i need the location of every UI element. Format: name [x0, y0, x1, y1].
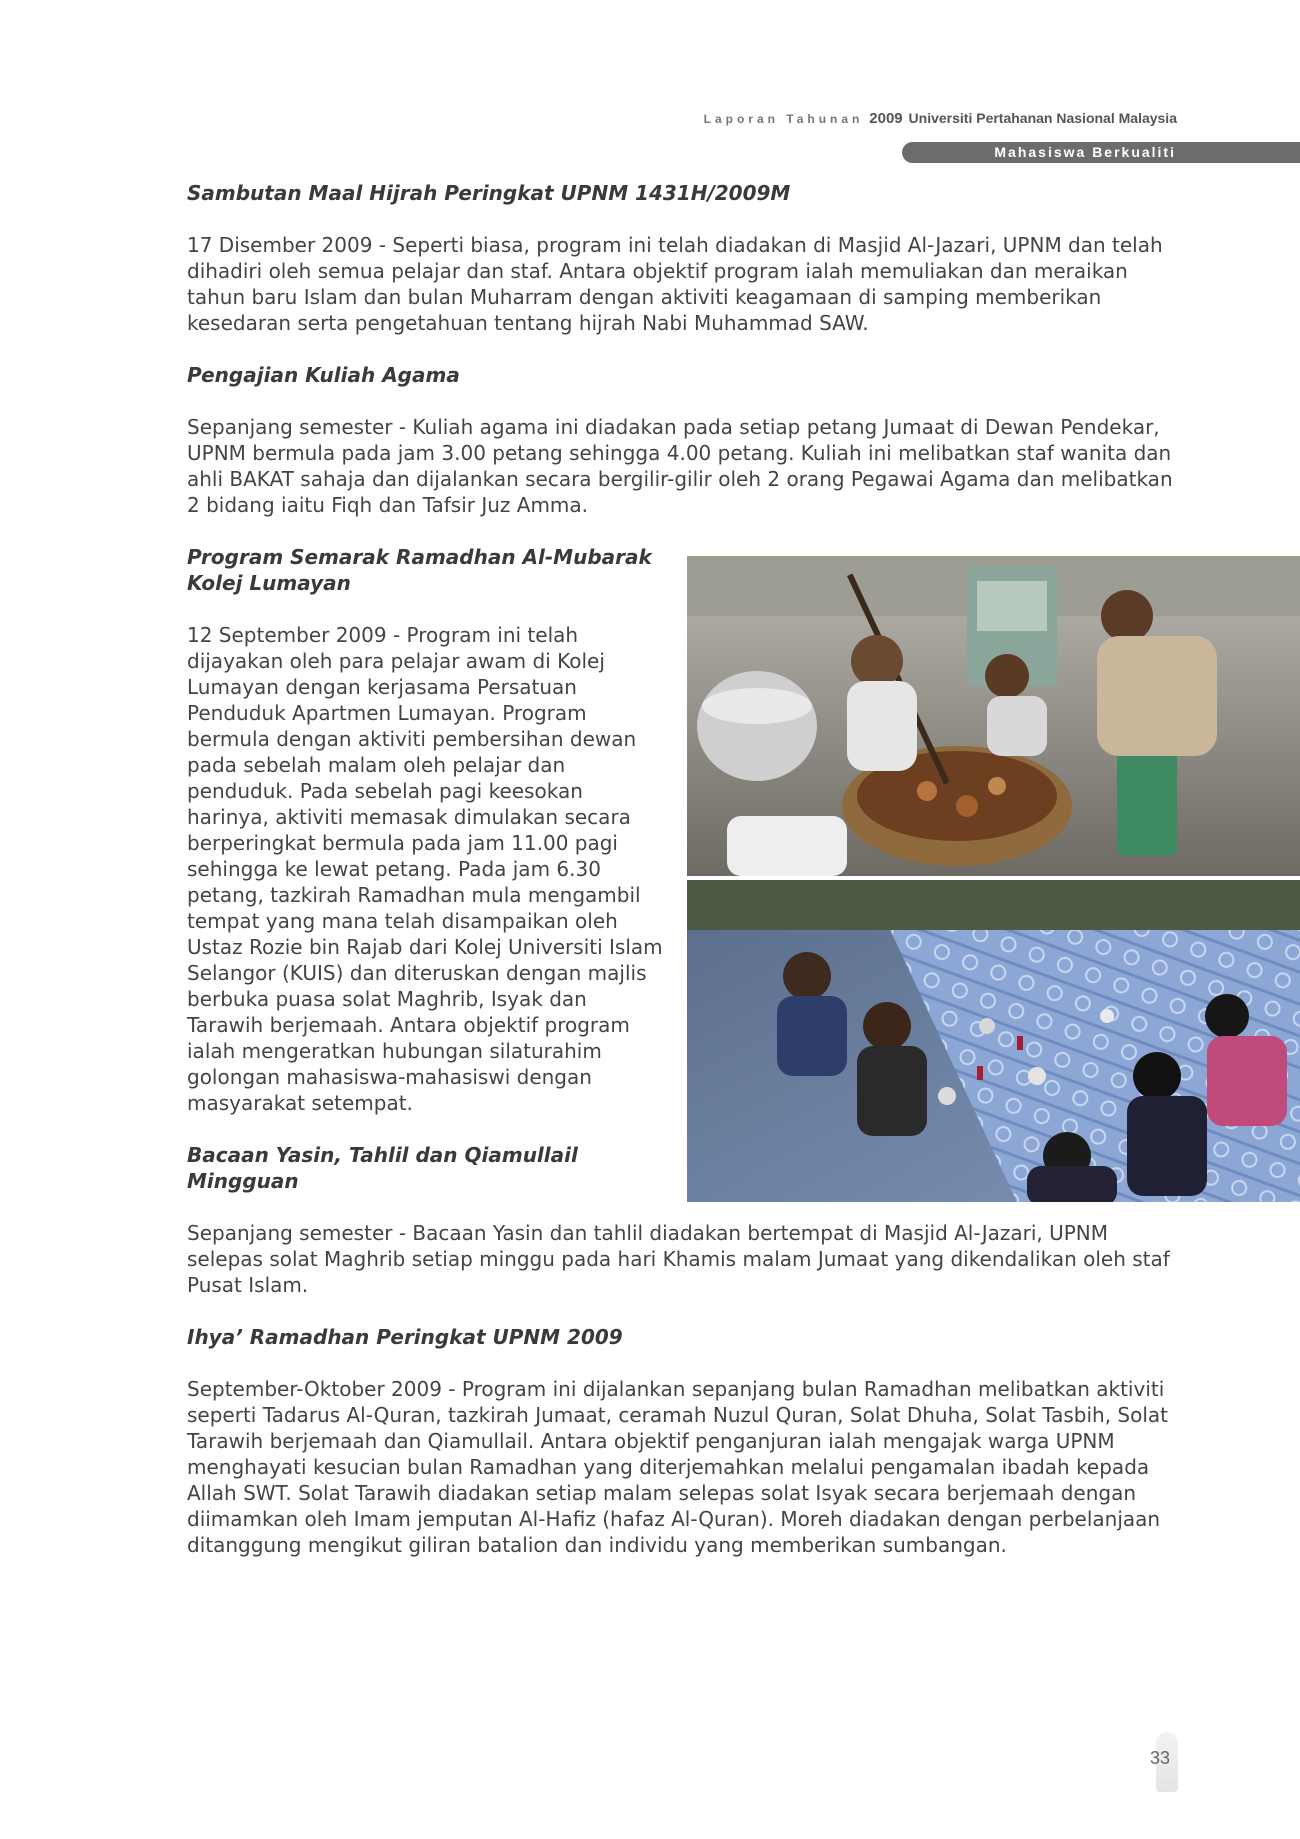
section-ihya-ramadhan: [187, 1324, 1177, 1558]
section-semarak-ramadhan: [187, 544, 667, 1116]
report-header: [704, 110, 1177, 127]
section-heading: Bacaan Yasin, Tahlil dan Qiamullail Mingguan: [187, 1143, 578, 1193]
section-heading: Pengajian Kuliah Agama: [187, 363, 460, 387]
section-body: 12 September 2009 - Program ini telah dijayakan oleh para pelajar awam di Kolej Lumayan dengan kerjasama Persatuan Penduduk Apartmen Lumayan. Program bermula dengan aktiviti pembersihan dewan pada sebelah malam oleh pelajar dan penduduk. Pada sebelah pagi keesokan harinya, aktiviti memasak dimulakan secara berperingkat bermula pada jam 11.00 pagi sehingga ke lewat petang. Pada jam 6.30 petang, tazkirah Ramadhan mula mengambil tempat yang mana telah disampaikan oleh Ustaz Rozie bin Rajab dari Kolej Universiti Islam Selangor (KUIS) dan diteruskan dengan majlis berbuka puasa solat Maghrib, Isyak dan Tarawih berjemaah. Antara objektif program ialah mengeratkan hubungan silaturahim golongan mahasiswa-mahasiswi dengan masyarakat setempat.: [187, 623, 663, 1115]
section-body: September-Oktober 2009 - Program ini dijalankan sepanjang bulan Ramadhan melibatkan aktiviti seperti Tadarus Al-Quran, tazkirah Jumaat, ceramah Nuzul Quran, Solat Dhuha, Solat Tasbih, Solat Tarawih berjemaah dan Qiamullail. Antara objektif penganjuran ialah mengajak warga UPNM menghayati kesucian bulan Ramadhan yang diterjemahkan melalui pengamalan ibadah kepada Allah SWT. Solat Tarawih diadakan setiap malam selepas solat Isyak secara berjemaah dengan diimamkan oleh Imam jemputan Al-Hafiz (hafaz Al-Quran). Moreh diadakan dengan perbelanjaan ditanggung mengikut giliran batalion dan individu yang memberikan sumbangan.: [187, 1377, 1168, 1557]
section-body: Sepanjang semester - Kuliah agama ini diadakan pada setiap petang Jumaat di Dewan Pendekar, UPNM bermula pada jam 3.00 petang sehingga 4.00 petang. Kuliah ini melibatkan staf wanita dan ahli BAKAT sahaja dan dijalankan secara bergilir-gilir oleh 2 orang Pegawai Agama dan melibatkan 2 bidang iaitu Fiqh dan Tafsir Juz Amma.: [187, 415, 1173, 517]
event-photo-collage: [687, 556, 1300, 1202]
report-label: Laporan Tahunan: [703, 112, 864, 126]
section-band: [902, 142, 1300, 163]
photo-collage-image: [687, 556, 1300, 1202]
report-year: 2009: [869, 110, 903, 127]
section-heading: Sambutan Maal Hijrah Peringkat UPNM 1431H/2009M: [187, 181, 791, 205]
section-heading: Program Semarak Ramadhan Al-Mubarak Kolej Lumayan: [187, 545, 652, 595]
section-heading: Ihya’ Ramadhan Peringkat UPNM 2009: [187, 1325, 623, 1349]
section-body: 17 Disember 2009 - Seperti biasa, program ini telah diadakan di Masjid Al-Jazari, UPNM dan telah dihadiri oleh semua pelajar dan staf. Antara objektif program ialah memuliakan dan meraikan tahun baru Islam dan bulan Muharram dengan aktiviti keagamaan di samping memberikan kesedaran serta pengetahuan tentang hijrah Nabi Muhammad SAW.: [187, 233, 1163, 335]
section-maal-hijrah: [187, 180, 1177, 336]
section-bacaan-yasin: [187, 1142, 667, 1194]
section-title: Mahasiswa Berkualiti: [994, 144, 1176, 160]
university-name: Universiti Pertahanan Nasional Malaysia: [908, 110, 1177, 126]
section-kuliah-agama: [187, 362, 1177, 518]
page-number: 33: [1150, 1748, 1171, 1768]
section-bacaan-yasin-body: [187, 1220, 1177, 1298]
section-body: Sepanjang semester - Bacaan Yasin dan tahlil diadakan bertempat di Masjid Al-Jazari, UPNM selepas solat Maghrib setiap minggu pada hari Khamis malam Jumaat yang dikendalikan oleh staf Pusat Islam.: [187, 1221, 1170, 1297]
